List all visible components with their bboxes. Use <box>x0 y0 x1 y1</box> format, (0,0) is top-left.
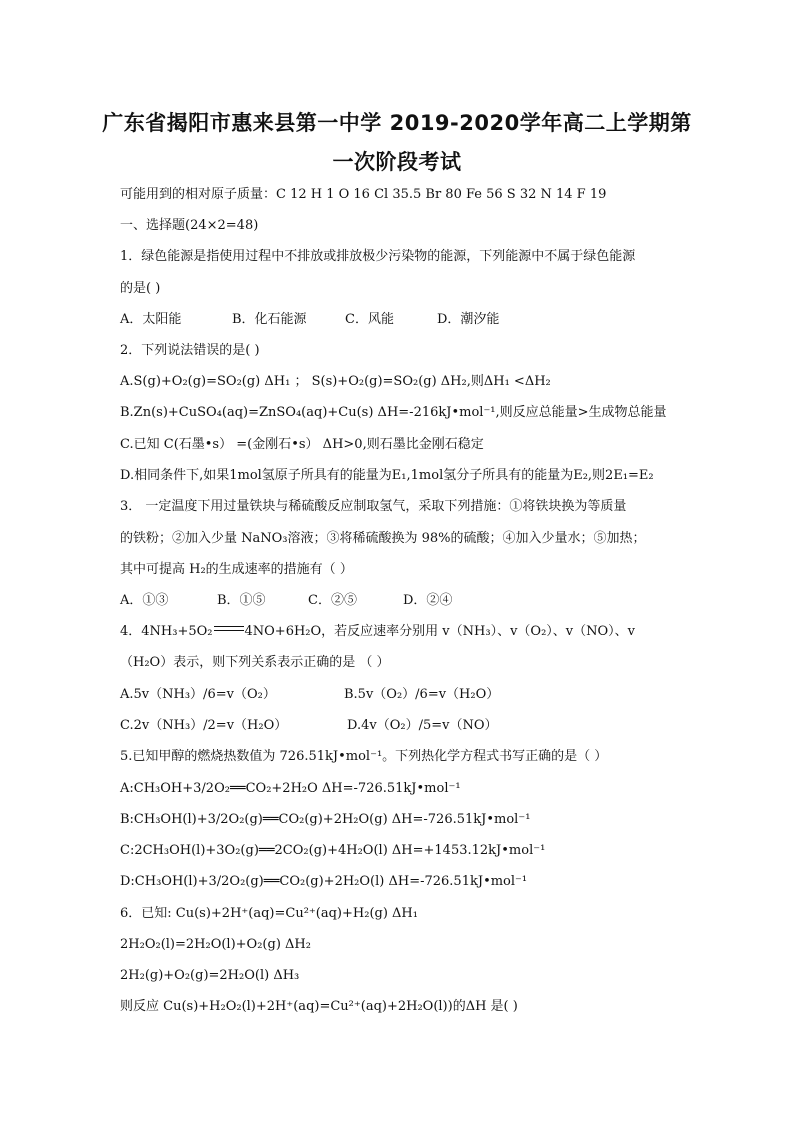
q5-option-d: D:CH₃OH(l)+3/2O₂(g)══CO₂(g)+2H₂O(l) ΔH=-726.51kJ•mol⁻¹ <box>120 874 528 889</box>
q3-stem-line1: 3． 一定温度下用过量铁块与稀硫酸反应制取氢气，采取下列措施：①将铁块换为等质量 <box>120 499 627 514</box>
q1-options <box>120 311 499 329</box>
q1-stem-line1: 1．绿色能源是指使用过程中不排放或排放极少污染物的能源，下列能源中不属于绿色能源 <box>120 249 636 264</box>
atomic-mass-note: 可能用到的相对原子质量：C 12 H 1 O 16 Cl 35.5 Br 80 Fe 56 S 32 N 14 F 19 <box>120 187 607 202</box>
q1-option-c: C．风能 <box>345 312 394 327</box>
q4-option-a: A.5v（NH₃）/6=v（O₂） <box>120 687 276 702</box>
q6-stem-line2: 2H₂O₂(l)=2H₂O(l)+O₂(g) ΔH₂ <box>120 937 311 952</box>
q4-products: 4NO+6H₂O，若反应速率分别用 v（NH₃）、v（O₂）、v（NO）、v <box>244 624 636 639</box>
q3-stem-line2: 的铁粉；②加入少量 NaNO₃溶液；③将稀硫酸换为 98%的硫酸；④加入少量水；⑤加热； <box>120 531 646 546</box>
q3-option-a: A．①③ <box>120 593 169 608</box>
q5-option-c: C:2CH₃OH(l)+3O₂(g)══2CO₂(g)+4H₂O(l) ΔH=+1453.12kJ•mol⁻¹ <box>120 843 546 858</box>
q4-option-d: D.4v（O₂）/5=v（NO） <box>347 718 498 733</box>
equilibrium-arrow-icon <box>214 625 244 633</box>
q3-option-d: D．②④ <box>403 593 453 608</box>
q6-stem-line1: 6．已知: Cu(s)+2H⁺(aq)=Cu²⁺(aq)+H₂(g) ΔH₁ <box>120 906 418 921</box>
exam-title-line1: 广东省揭阳市惠来县第一中学 2019-2020学年高二上学期第 <box>102 111 692 135</box>
q4-reactants: 4．4NH₃+5O₂ <box>120 624 213 639</box>
q2-stem: 2．下列说法错误的是( ) <box>120 343 260 358</box>
q1-option-b: B．化石能源 <box>232 312 307 327</box>
q3-option-c: C．②⑤ <box>308 593 357 608</box>
q5-stem: 5.已知甲醇的燃烧热数值为 726.51kJ•mol⁻¹。下列热化学方程式书写正确的是（ ） <box>120 749 608 764</box>
q1-option-a: A．太阳能 <box>120 312 182 327</box>
q4-stem-line2: （H₂O）表示，则下列关系表示正确的是 （ ） <box>120 655 390 670</box>
q5-option-a: A:CH₃OH+3/2O₂══CO₂+2H₂O ΔH=-726.51kJ•mol⁻¹ <box>120 781 461 796</box>
q2-option-c: C.已知 C(石墨•s） =(金刚石•s） ΔH>0,则石墨比金刚石稳定 <box>120 437 484 452</box>
q6-stem-line3: 2H₂(g)+O₂(g)=2H₂O(l) ΔH₃ <box>120 968 300 983</box>
exam-title-line2: 一次阶段考试 <box>332 150 462 174</box>
q2-option-a: A.S(g)+O₂(g)=SO₂(g) ΔH₁ ； S(s)+O₂(g)=SO₂(g) ΔH₂,则ΔH₁ <ΔH₂ <box>120 374 551 389</box>
q3-stem-line3: 其中可提高 H₂的生成速率的措施有（ ） <box>120 562 353 577</box>
q2-option-d: D.相同条件下,如果1mol氢原子所具有的能量为E₁,1mol氢分子所具有的能量为E₂,则2E₁=E₂ <box>120 468 654 483</box>
q4-option-c: C.2v（NH₃）/2=v（H₂O） <box>120 718 288 733</box>
q5-option-b: B:CH₃OH(l)+3/2O₂(g)══CO₂(g)+2H₂O(g) ΔH=-726.51kJ•mol⁻¹ <box>120 812 531 827</box>
q2-option-b: B.Zn(s)+CuSO₄(aq)=ZnSO₄(aq)+Cu(s) ΔH=-216kJ•mol⁻¹,则反应总能量>生成物总能量 <box>120 405 667 420</box>
q4-option-b: B.5v（O₂）/6=v（H₂O） <box>344 687 500 702</box>
q6-stem-line4: 则反应 Cu(s)+H₂O₂(l)+2H⁺(aq)=Cu²⁺(aq)+2H₂O(l))的ΔH 是( ) <box>120 999 518 1014</box>
q1-stem-line2: 的是( ) <box>120 281 161 296</box>
q3-options <box>120 592 452 610</box>
q4-options-row1 <box>120 686 499 704</box>
q4-stem-line1 <box>120 623 635 641</box>
q4-options-row2 <box>120 717 498 735</box>
section-heading: 一、选择题(24×2=48) <box>120 218 259 233</box>
q1-option-d: D．潮汐能 <box>437 312 500 327</box>
q3-option-b: B．①⑤ <box>217 593 266 608</box>
